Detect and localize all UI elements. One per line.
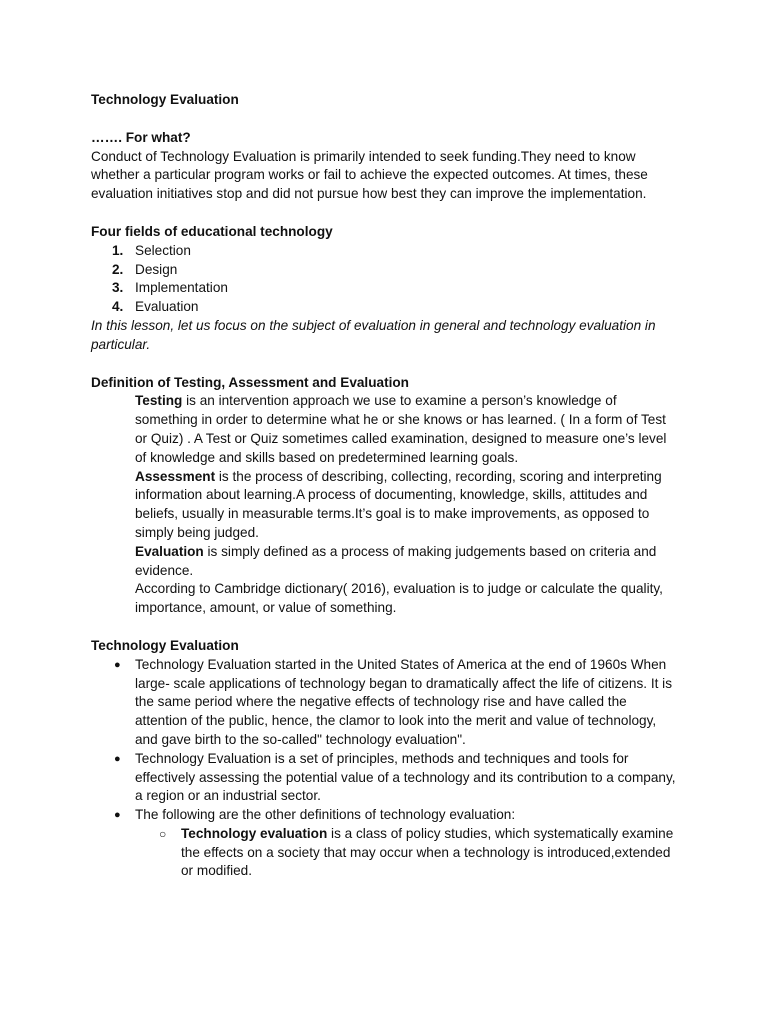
list-item bbox=[91, 298, 678, 317]
definitions-heading: Definition of Testing, Assessment and Evaluation bbox=[91, 374, 409, 390]
tech-eval-list bbox=[91, 656, 678, 882]
bullet-icon: ● bbox=[114, 752, 121, 765]
bullet-icon: ● bbox=[114, 809, 121, 822]
bullet-text: Technology Evaluation is a set of principles, methods and techniques and tools for effectively assessing the potential value of a technology and its contribution to a company, a region or an industrial sector. bbox=[135, 750, 676, 804]
list-item-label: Implementation bbox=[135, 280, 228, 296]
spacer bbox=[91, 355, 678, 374]
evaluation-text: is simply defined as a process of making judgements based on criteria and evidence. bbox=[135, 543, 657, 578]
sub-list bbox=[135, 825, 678, 881]
definitions-block bbox=[91, 392, 678, 618]
spacer bbox=[91, 110, 678, 129]
list-number: 4. bbox=[112, 299, 124, 315]
lesson-focus-note: In this lesson, let us focus on the subject of evaluation in general and technology evaluation in particular. bbox=[91, 317, 656, 352]
list-item-label: Design bbox=[135, 261, 178, 277]
tech-eval-heading: Technology Evaluation bbox=[91, 637, 239, 653]
list-item bbox=[91, 750, 678, 806]
list-number: 2. bbox=[112, 261, 124, 277]
spacer bbox=[91, 204, 678, 223]
assessment-definition bbox=[135, 468, 678, 543]
testing-definition bbox=[135, 392, 678, 467]
list-item bbox=[91, 261, 678, 280]
for-what-heading: ……. For what? bbox=[91, 129, 191, 145]
fields-heading: Four fields of educational technology bbox=[91, 223, 333, 239]
document-title: Technology Evaluation bbox=[91, 92, 239, 107]
bullet-text: Technology Evaluation started in the United States of America at the end of 1960s When large- scale applications of technology began to dramatically affect the life of citizens. It is the same period where the negative effects of technology rise and have called the attention of the public, hence, the clamor to look into the merit and value of technology, and gave birth to the so-called" technology evaluation". bbox=[135, 656, 672, 747]
assessment-text: is the process of describing, collecting, recording, scoring and interpreting information about learning.A process of documenting, knowledge, skills, attitudes and beliefs, usually in measurable terms.It’s goal is to make improvements, as opposed to simply being judged. bbox=[135, 468, 662, 540]
cambridge-definition: According to Cambridge dictionary( 2016), evaluation is to judge or calculate the quality, importance, amount, or value of something. bbox=[135, 581, 663, 616]
testing-term: Testing bbox=[135, 393, 183, 409]
list-item bbox=[91, 279, 678, 298]
list-item-label: Selection bbox=[135, 242, 191, 258]
list-item bbox=[135, 825, 678, 881]
testing-text: is an intervention approach we use to examine a person’s knowledge of something in order to determine what he or she knows or has learned. ( In a form of Test or Quiz) . A Test or Quiz sometimes called examination, designed to measure one’s level of knowledge and skills based on predetermined learning goals. bbox=[135, 393, 667, 465]
list-number: 1. bbox=[112, 242, 124, 258]
evaluation-definition bbox=[135, 543, 678, 581]
assessment-term: Assessment bbox=[135, 468, 216, 484]
list-item bbox=[91, 242, 678, 261]
evaluation-term: Evaluation bbox=[135, 543, 204, 559]
fields-list bbox=[91, 242, 678, 317]
for-what-paragraph: Conduct of Technology Evaluation is primarily intended to seek funding.They need to know whether a particular program works or fail to achieve the expected outcomes. At times, these evaluation initiatives stop and did not pursue how best they can improve the implementation. bbox=[91, 148, 648, 202]
list-item-label: Evaluation bbox=[135, 299, 199, 315]
list-item bbox=[91, 656, 678, 750]
sub-text: is a class of policy studies, which systematically examine the effects on a society that may occur when a technology is introduced,extended or modified. bbox=[181, 825, 674, 879]
list-number: 3. bbox=[112, 280, 124, 296]
bullet-text: The following are the other definitions of technology evaluation: bbox=[135, 807, 516, 823]
list-item bbox=[91, 806, 678, 881]
spacer bbox=[91, 618, 678, 637]
sub-bullet-icon: ○ bbox=[159, 826, 167, 841]
bullet-icon: ● bbox=[114, 658, 121, 671]
sub-term: Technology evaluation bbox=[181, 825, 328, 841]
